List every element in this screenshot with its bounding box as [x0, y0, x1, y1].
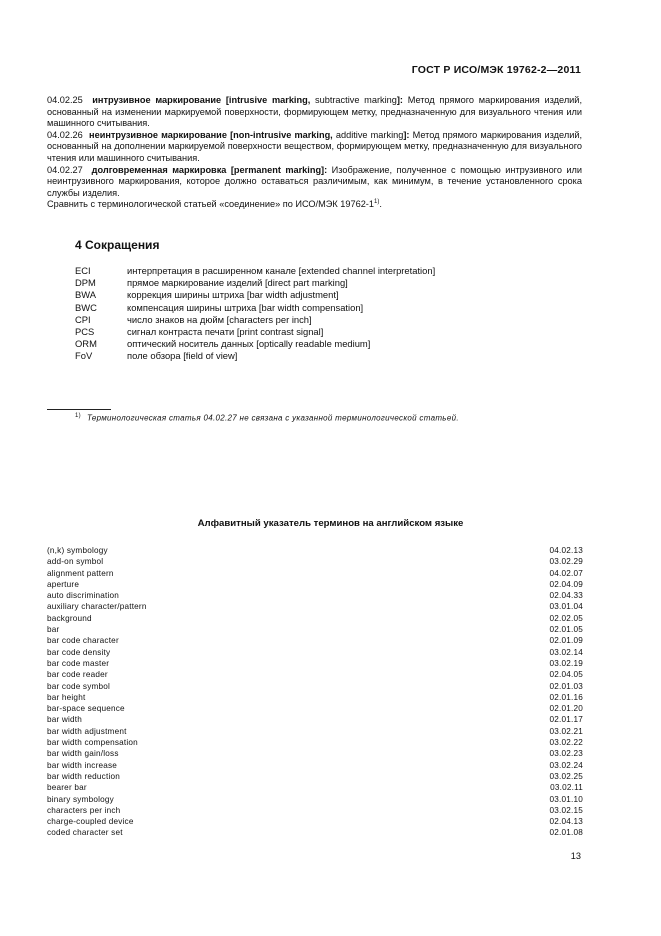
definition-term-close: ]:: [403, 129, 410, 140]
footnote-mark: 1): [75, 413, 81, 419]
definition-term: интрузивное маркирование [intrusive marking,: [92, 95, 311, 105]
index-term: auto discrimination: [47, 591, 120, 601]
index-term: bar: [47, 625, 60, 635]
index-ref: 02.01.05: [549, 625, 583, 635]
index-title: Алфавитный указатель терминов на английском языке: [197, 518, 464, 529]
index-ref: 03.02.14: [549, 647, 583, 657]
index-list: [47, 545, 583, 839]
abbreviation-row: [75, 302, 435, 314]
index-entry: [47, 782, 583, 793]
index-entry: [47, 737, 583, 748]
abbreviation-row: [75, 338, 435, 350]
definition-term-close: ]:: [396, 95, 403, 105]
section-title: 4 Сокращения: [75, 238, 160, 252]
index-entry: [47, 545, 583, 556]
index-term: coded character set: [47, 828, 123, 838]
index-term: bar code master: [47, 658, 110, 668]
see-also-note: [47, 199, 582, 211]
index-ref: 02.01.17: [549, 715, 583, 725]
definition-04-02-25: [47, 95, 582, 130]
index-ref: 04.02.07: [549, 568, 583, 578]
definition-term: неинтрузивное маркирование [non-intrusive marking,: [89, 129, 333, 140]
index-term: characters per inch: [47, 805, 121, 815]
index-ref: 03.02.11: [550, 783, 583, 793]
index-entry: [47, 613, 583, 624]
see-also-text: Сравнить с терминологической статьей «соединение» по ИСО/МЭК 19762-1: [47, 199, 374, 210]
index-term: binary symbology: [47, 794, 114, 804]
index-ref: 03.02.29: [549, 557, 583, 567]
index-entry: [47, 714, 583, 725]
index-ref: 03.02.15: [549, 805, 583, 815]
abbreviation-text: коррекция ширины штриха [bar width adjustment]: [127, 289, 339, 301]
footnote-separator: [47, 409, 111, 410]
definition-term-alt: subtractive marking: [310, 95, 397, 105]
index-ref: 04.02.13: [549, 546, 583, 555]
index-ref: 02.01.09: [549, 636, 583, 646]
index-term: background: [47, 613, 92, 623]
index-ref: 03.01.10: [549, 794, 583, 804]
index-entry: [47, 590, 583, 601]
index-ref: 02.04.09: [549, 579, 583, 589]
index-term: bar width compensation: [47, 738, 138, 748]
index-entry: [47, 805, 583, 816]
index-entry: [47, 681, 583, 692]
index-entry: [47, 794, 583, 805]
index-ref: 03.02.23: [549, 749, 583, 759]
abbreviation-row: [75, 314, 435, 326]
index-term: bar width adjustment: [47, 726, 127, 736]
index-entry: [47, 635, 583, 646]
index-entry: [47, 827, 583, 838]
index-ref: 02.04.13: [549, 817, 583, 827]
index-term: bearer bar: [47, 783, 87, 793]
index-term: bar width gain/loss: [47, 749, 119, 759]
abbreviation-text: интерпретация в расширенном канале [extended channel interpretation]: [127, 265, 436, 276]
index-entry: [47, 647, 583, 658]
index-entry: [47, 703, 583, 714]
index-ref: 02.01.03: [549, 681, 583, 691]
index-entry: [47, 658, 583, 669]
abbreviation-text: число знаков на дюйм [characters per inch]: [127, 313, 312, 325]
abbreviation-code: ORM: [75, 338, 97, 350]
abbreviation-code: PCS: [75, 326, 95, 338]
index-ref: 02.04.33: [549, 591, 583, 601]
index-ref: 03.01.04: [549, 602, 583, 612]
definition-term: долговременная маркировка [permanent marking]:: [91, 164, 328, 175]
abbreviation-row: [75, 265, 435, 277]
index-term: add-on symbol: [47, 557, 104, 567]
abbreviation-text: оптический носитель данных [optically readable medium]: [127, 338, 371, 350]
index-term: charge-coupled device: [47, 817, 134, 827]
index-entry: [47, 760, 583, 771]
index-ref: 03.02.19: [549, 658, 583, 668]
definition-04-02-27: [47, 165, 582, 200]
index-ref: 02.01.20: [549, 704, 583, 714]
abbreviation-text: поле обзора [field of view]: [127, 350, 238, 362]
definition-term-alt: additive marking: [332, 129, 404, 140]
index-term: alignment pattern: [47, 568, 114, 578]
abbreviation-code: BWA: [75, 289, 97, 301]
definition-number: 04.02.27: [47, 164, 83, 175]
index-term: bar code reader: [47, 670, 108, 680]
index-ref: 02.02.05: [549, 613, 583, 623]
index-ref: 02.01.16: [549, 692, 583, 702]
index-ref: 03.02.24: [549, 760, 583, 770]
definition-text: Метод прямого маркирования изделий, основанный на дополнении маркируемой поверхности веществом, формирующем метку, предназначенную для визуального чтения или машинного считывания.: [47, 129, 583, 163]
index-entry: [47, 692, 583, 703]
index-ref: 03.02.21: [549, 726, 583, 736]
definition-text: Изображение, полученное с помощью интрузивного или неинтрузивного маркирования, которое должно оставаться различимым, как минимум, в течение установленного срока службы изделия.: [47, 164, 582, 198]
index-term: bar-space sequence: [47, 704, 125, 714]
index-term: bar code density: [47, 647, 111, 657]
abbreviation-code: ECI: [75, 265, 91, 276]
abbreviation-text: прямое маркирование изделий [direct part marking]: [127, 277, 348, 289]
index-ref: 02.04.05: [549, 670, 583, 680]
index-entry: [47, 556, 583, 567]
index-term: bar width: [47, 715, 83, 725]
abbreviation-text: компенсация ширины штриха [bar width compensation]: [127, 301, 364, 313]
document-id-header: ГОСТ Р ИСО/МЭК 19762-2—2011: [411, 64, 581, 76]
index-term: auxiliary character/pattern: [47, 602, 147, 612]
abbreviations-list: [75, 265, 435, 363]
index-term: bar code character: [47, 636, 119, 646]
index-term: bar width reduction: [47, 771, 120, 781]
index-term: bar height: [47, 692, 86, 702]
index-entry: [47, 568, 583, 579]
definition-number: 04.02.26: [47, 129, 83, 140]
abbreviation-row: [75, 277, 435, 289]
index-term: aperture: [47, 579, 80, 589]
index-term: bar code symbol: [47, 681, 111, 691]
abbreviation-row: [75, 350, 435, 362]
index-entry: [47, 579, 583, 590]
index-entry: [47, 816, 583, 827]
footnote-ref: 1): [373, 199, 380, 206]
abbreviation-row: [75, 326, 435, 338]
page-number: 13: [570, 851, 581, 861]
index-entry: [47, 601, 583, 612]
abbreviation-text: сигнал контраста печати [print contrast signal]: [127, 326, 324, 338]
abbreviation-code: CPI: [75, 313, 91, 325]
definitions-block: [47, 95, 582, 211]
abbreviation-code: BWC: [75, 301, 97, 313]
index-entry: [47, 748, 583, 759]
see-also-end: .: [379, 199, 382, 210]
index-entry: [47, 726, 583, 737]
index-entry: [47, 624, 583, 635]
index-ref: 03.02.22: [549, 738, 583, 748]
abbreviation-code: DPM: [75, 277, 96, 289]
footnote: [75, 413, 459, 423]
index-term: (n,k) symbology: [47, 546, 108, 555]
index-ref: 02.01.08: [549, 828, 583, 838]
abbreviation-row: [75, 289, 435, 301]
footnote-text: Терминологическая статья 04.02.27 не связана с указанной терминологической статьей.: [86, 413, 459, 423]
definition-number: 04.02.25: [47, 95, 83, 105]
definition-04-02-26: [47, 130, 582, 165]
definition-text: Метод прямого маркирования изделий, основанный на изменении маркируемой поверхности, формирующем метку, предназначенную для визуального чтения или машинного считывания.: [47, 95, 582, 129]
index-ref: 03.02.25: [549, 771, 583, 781]
index-entry: [47, 771, 583, 782]
index-term: bar width increase: [47, 760, 118, 770]
abbreviation-code: FoV: [75, 350, 93, 362]
index-entry: [47, 669, 583, 680]
